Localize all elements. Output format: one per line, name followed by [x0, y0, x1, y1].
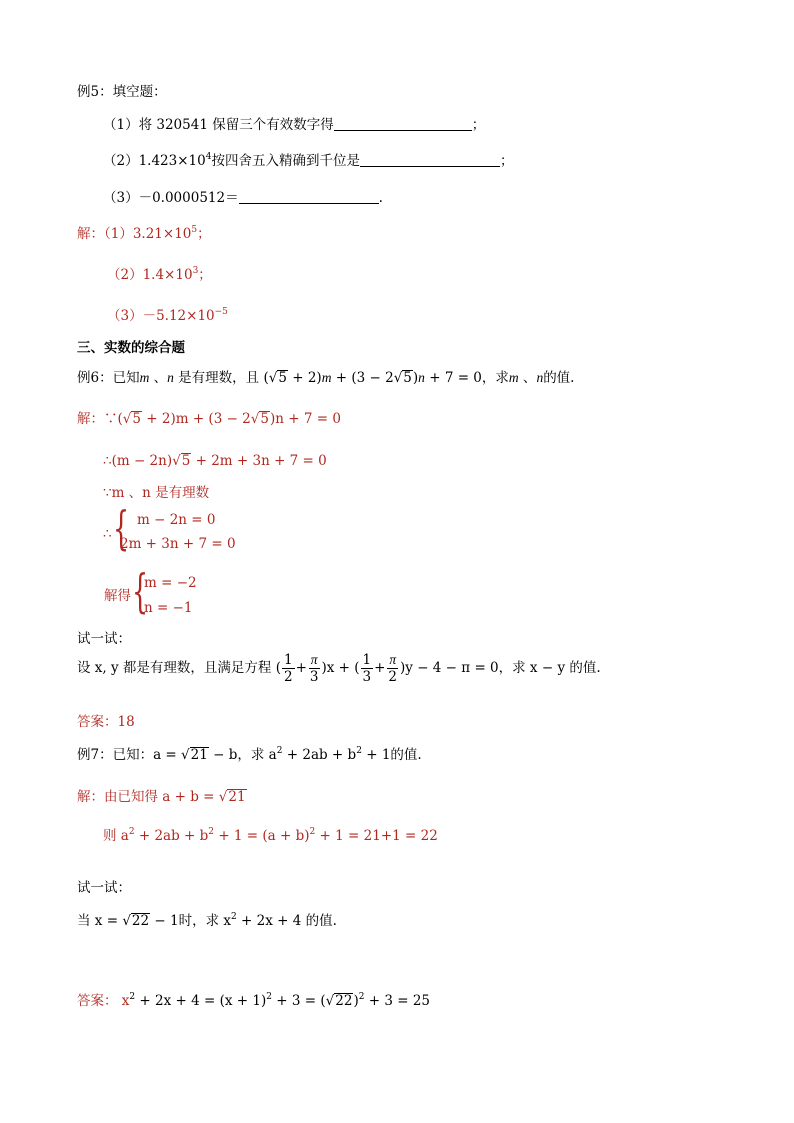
sol2-suffix: ； [198, 267, 212, 283]
sol3-text: （3）－5.12×10 [107, 308, 215, 324]
radicand: 22 [335, 993, 353, 1009]
solved-label: 解得 [104, 588, 131, 604]
ex6-text: + 2) [287, 370, 322, 386]
sol7-text: + 1 = 21+1 = 22 [315, 828, 438, 844]
var-m: m [321, 370, 332, 385]
sol6-line-3: ∵m 、n 是有理数 [103, 485, 210, 501]
plus-sign: + [295, 660, 307, 676]
ex6-problem [77, 369, 574, 387]
sqrt-21: √21 [181, 747, 208, 763]
q1-text: （1）将 320541 保留三个有效数字得 [103, 117, 334, 133]
ex5-solution-1 [77, 225, 211, 243]
sol7-text: + 2ab + b [134, 828, 209, 844]
sol2-exponent: 3 [192, 266, 199, 276]
try1-problem [77, 650, 601, 686]
sol1-suffix: ； [197, 226, 211, 242]
ex6-text: 是有理数，且 ( [173, 370, 269, 386]
answer-blank-2[interactable] [360, 152, 500, 167]
try2-answer-text: + 3 = ( [271, 993, 326, 1009]
solution-label: 解： [77, 226, 104, 242]
ex5-question-2 [103, 152, 513, 170]
sqrt-5: √5 [122, 411, 141, 427]
left-brace-icon: { [132, 564, 149, 618]
exponent: 2 [128, 827, 135, 837]
var-n: n [167, 370, 174, 385]
exponent: 2 [231, 912, 237, 922]
radicand: 5 [260, 411, 269, 427]
exponent: 2 [266, 992, 272, 1002]
fraction [282, 652, 295, 685]
q2-exponent: 4 [205, 152, 212, 162]
sol6-text: + 2)m + (3 − 2 [141, 411, 251, 427]
solution-label: 解： [77, 411, 104, 427]
denominator: 3 [362, 669, 372, 685]
ex7-text: 例7：已知：a = [77, 747, 182, 763]
section-heading: 三、实数的综合题 [77, 340, 185, 356]
try2-text: + 2x + 4 的值. [236, 913, 337, 929]
ex6-prefix: 例6：已知 [77, 370, 140, 386]
system-eq-2: 2m + 3n + 7 = 0 [120, 536, 236, 552]
sol6-line-2 [103, 452, 327, 470]
sol7-text: 则 a [103, 828, 129, 844]
sol6-text: ∵( [104, 411, 123, 427]
exponent: 2 [356, 746, 362, 756]
sqrt-5: √5 [250, 411, 269, 427]
sol6-text: + 2m + 3n + 7 = 0 [191, 453, 327, 469]
try2-answer-text: + 3 = 25 [364, 993, 431, 1009]
ex7-text: + 1的值. [361, 747, 422, 763]
q1-suffix: ； [471, 117, 486, 133]
fraction [386, 652, 399, 685]
q3-suffix: . [378, 190, 383, 206]
sol7-line-1 [77, 788, 247, 806]
sol6-text: )n + 7 = 0 [269, 411, 341, 427]
sqrt-21: √21 [218, 789, 246, 805]
ex6-text: 的值. [543, 370, 575, 386]
ex7-text: + 2ab + b [282, 747, 357, 763]
ex5-question-3 [103, 189, 383, 207]
sqrt-5: √5 [268, 370, 287, 386]
denominator: 2 [283, 669, 293, 685]
radicand: 5 [181, 453, 191, 469]
sol2-text: （2）1.4×10 [107, 267, 193, 283]
sqrt-5: √5 [393, 370, 412, 386]
try2-problem [77, 912, 337, 930]
try2-answer [77, 992, 430, 1010]
radicand: 21 [228, 789, 246, 805]
system-eq-1: m − 2n = 0 [137, 512, 216, 528]
therefore-symbol: ∴ [103, 526, 112, 542]
result-m: m = −2 [144, 575, 197, 591]
ex5-question-1 [103, 116, 485, 134]
sqrt-22: √22 [325, 993, 353, 1009]
try1-title: 试一试： [77, 631, 131, 647]
var-n: n [418, 370, 425, 385]
q2-mid: 按四舍五入精确到千位是 [211, 153, 360, 169]
sol6-line-1 [77, 410, 341, 428]
ex7-text: − b，求 a [208, 747, 277, 763]
denominator: 2 [388, 669, 398, 685]
sol7-text: + 1 = (a + b) [214, 828, 310, 844]
sol3-exponent: −5 [214, 307, 228, 317]
exponent: 2 [309, 827, 316, 837]
var-m: m [139, 370, 150, 385]
var-n: n [536, 370, 544, 385]
try2-title: 试一试： [77, 880, 131, 896]
fraction [308, 652, 321, 685]
answer-blank-1[interactable] [334, 116, 472, 131]
ex5-solution-3 [107, 307, 228, 325]
sol7-line-2 [103, 827, 438, 845]
radicand: 5 [132, 411, 141, 427]
ex6-sep: 、 [149, 370, 168, 386]
fraction [361, 652, 374, 685]
denominator: 3 [309, 669, 319, 685]
var-m: m [508, 370, 519, 385]
q3-text: （3）－0.0000512＝ [103, 190, 239, 206]
try2-answer-text: + 2x + 4 = (x + 1) [135, 993, 267, 1009]
sqrt-5: √5 [172, 453, 191, 469]
sol6-text: ∴(m − 2n) [103, 453, 173, 469]
sqrt-22: √22 [122, 913, 150, 929]
exponent: 2 [358, 992, 365, 1002]
result-n: n = −1 [144, 600, 193, 616]
ex6-text: ) [412, 370, 419, 386]
sol1-exponent: 5 [191, 225, 198, 235]
ex5-title: 例5：填空题： [77, 84, 167, 100]
plus-sign: + [374, 660, 386, 676]
ex7-problem [77, 746, 422, 764]
radicand: 5 [278, 370, 287, 386]
radicand: 22 [131, 913, 150, 929]
try2-text: − 1时，求 x [150, 913, 231, 929]
try1-text: 设 x, y 都是有理数，且满足方程 ( [77, 660, 281, 676]
ex5-solution-2 [107, 266, 212, 284]
ex6-sep: 、 [518, 370, 537, 386]
try1-text: )y − 4 − π = 0，求 x − y 的值. [400, 660, 601, 676]
sol1-text: （1）3.21×10 [104, 226, 192, 242]
radicand: 5 [403, 370, 412, 386]
try1-text: )x + ( [321, 660, 360, 676]
sol7-text: 解：由已知得 a + b = [77, 789, 219, 805]
q2-suffix: ； [499, 153, 514, 169]
radicand: 21 [190, 747, 208, 763]
answer-blank-3[interactable] [239, 189, 379, 204]
left-brace-icon: { [113, 501, 130, 555]
exponent: 2 [129, 992, 136, 1002]
ex6-text: + 7 = 0，求 [424, 370, 509, 386]
numerator: π [389, 652, 397, 667]
exponent: 2 [208, 827, 215, 837]
ex6-text: + (3 − 2 [331, 370, 394, 386]
exponent: 2 [276, 746, 283, 756]
numerator: 1 [362, 652, 372, 668]
numerator: π [310, 652, 318, 667]
try2-answer-text: ) [353, 993, 359, 1009]
q2-text: （2）1.423×10 [103, 153, 206, 169]
numerator: 1 [283, 652, 293, 668]
try1-answer: 答案：18 [77, 714, 135, 730]
try2-text: 当 x = [77, 913, 123, 929]
try2-answer-text: 答案： x [77, 993, 130, 1009]
